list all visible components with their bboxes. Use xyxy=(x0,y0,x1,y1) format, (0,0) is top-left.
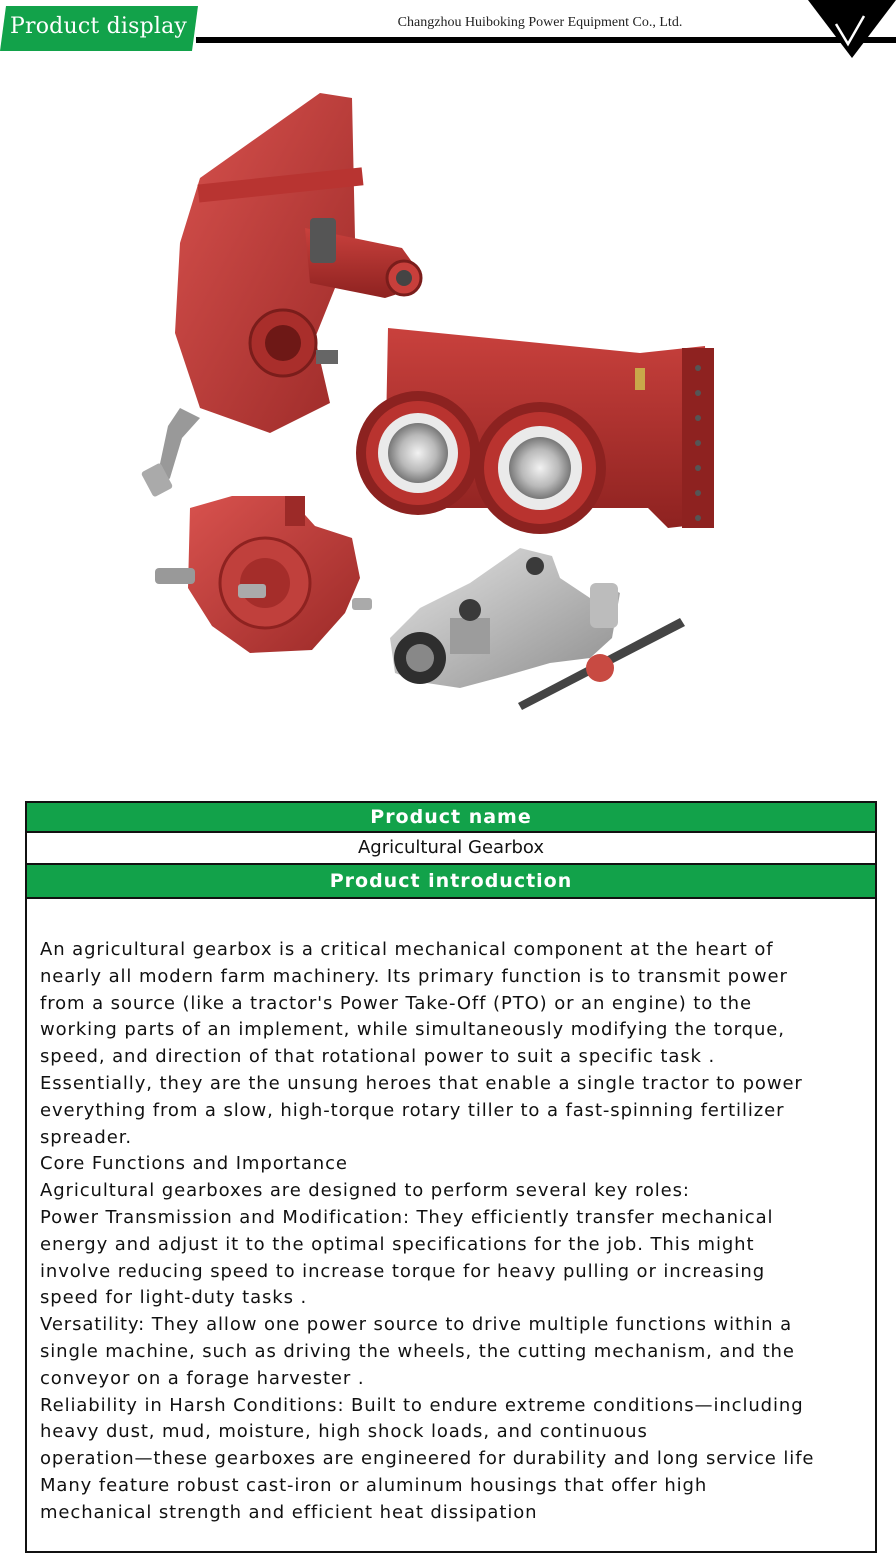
intro-paragraph: Agricultural gearboxes are designed to perform several key roles: xyxy=(40,1180,690,1202)
product-intro-text xyxy=(40,937,870,1527)
intro-paragraph: Power Transmission and Modification: They efficiently transfer mechanical energy and adjust it to the optimal specifications for the job. This might involve reducing speed to increase torque for heavy pulling or increasing speed for light-duty tasks . xyxy=(40,1206,774,1309)
intro-paragraph: Core Functions and Importance xyxy=(40,1153,348,1175)
product-info-table xyxy=(25,801,877,1553)
aluminum-gearbox xyxy=(390,548,685,710)
small-gearbox xyxy=(155,496,372,653)
intro-paragraph: Reliability in Harsh Conditions: Built to endure extreme conditions—including heavy dust, mud, moisture, high shock loads, and continuous operation—these gearboxes are engineered for durability and long service life xyxy=(40,1394,815,1470)
company-name: Changzhou Huiboking Power Equipment Co., Ltd. xyxy=(397,15,683,30)
intro-paragraph: Versatility: They allow one power source to drive multiple functions within a single machine, such as driving the wheels, the cutting mechanism, and the conveyor on a forage harvester . xyxy=(40,1314,795,1389)
section-label: Product display xyxy=(10,14,188,39)
header-rule xyxy=(196,37,896,43)
twin-gearbox xyxy=(356,328,714,534)
intro-paragraph: Many feature robust cast-iron or aluminum housings that offer high mechanical strength and efficient heat dissipation xyxy=(40,1474,708,1523)
product-name-header: Product name xyxy=(27,803,875,833)
intro-paragraph: An agricultural gearbox is a critical mechanical component at the heart of nearly all modern farm machinery. Its primary function is to transmit power from a source (like a tractor's Power Take-Off (PTO) or an engine) to the working parts of an implement, while simultaneously modifying the torque, speed, and direction of that rotational power to suit a specific task . xyxy=(40,939,788,1068)
triangle-v-logo-icon xyxy=(808,0,896,60)
product-intro-header: Product introduction xyxy=(27,865,875,899)
section-tab xyxy=(0,6,198,51)
product-name-value: Agricultural Gearbox xyxy=(27,833,875,865)
intro-paragraph: Essentially, they are the unsung heroes that enable a single tractor to power everything from a slow, high-torque rotary tiller to a fast-spinning fertilizer spreader. xyxy=(40,1072,803,1148)
gearbox-product-photo xyxy=(120,78,760,733)
page-header xyxy=(0,0,896,60)
